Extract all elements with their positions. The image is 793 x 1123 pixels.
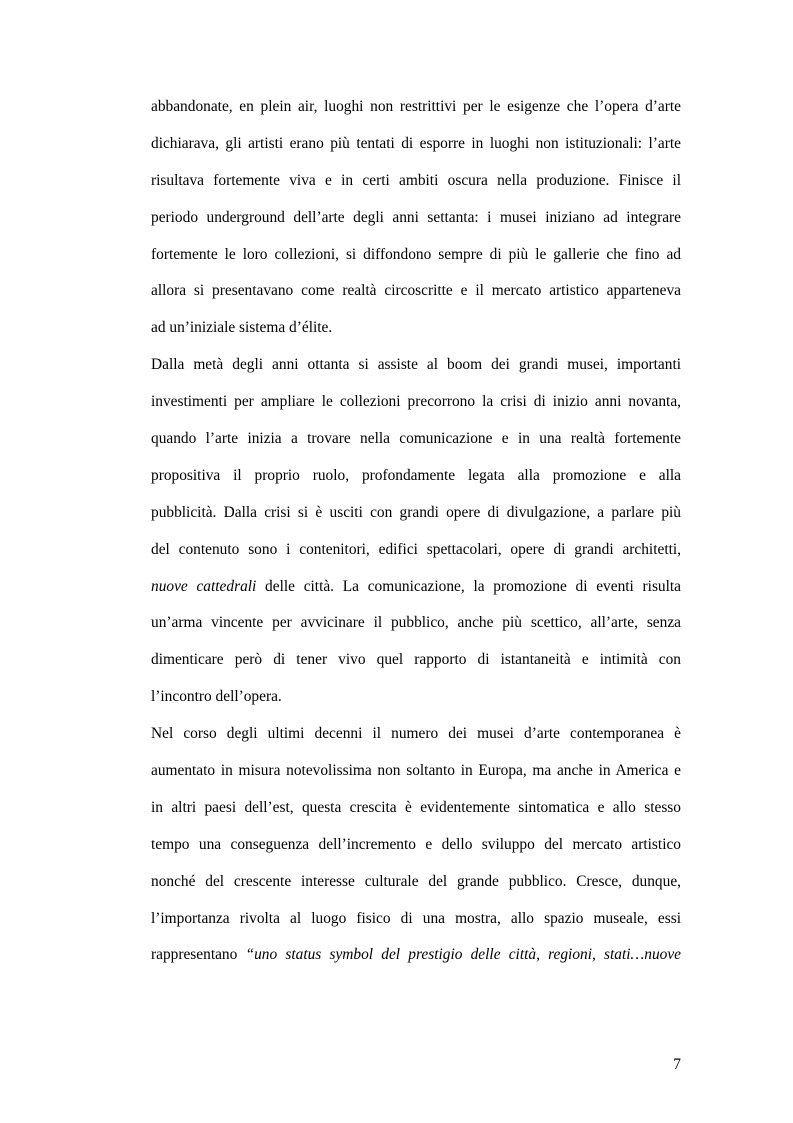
text-line xyxy=(151,569,681,606)
text-line: risultava fortemente viva e in certi ambiti oscura nella produzione. Finisce il xyxy=(151,171,681,189)
text-line: fortemente le loro collezioni, si diffondono sempre di più le gallerie che fino ad xyxy=(151,245,681,263)
italic-phrase: nuove cattedrali xyxy=(151,577,257,595)
text-line: abbandonate, en plein air, luoghi non restrittivi per le esigenze che l’opera d’arte xyxy=(151,98,681,115)
text-line: investimenti per ampliare le collezioni precorrono la crisi di inizio anni novanta, xyxy=(151,393,681,411)
page-number: 7 xyxy=(673,1056,681,1073)
text-line: aumentato in misura notevolissima non soltanto in Europa, ma anche in America e xyxy=(151,762,681,780)
italic-quote: “uno status symbol del prestigio delle città, regioni, stati…nuove xyxy=(245,946,681,964)
text-run: delle città. La comunicazione, la promozione di eventi risulta xyxy=(256,577,682,595)
text-line: Dalla metà degli anni ottanta si assiste al boom dei grandi musei, importanti xyxy=(151,356,681,374)
body-text xyxy=(151,89,681,974)
text-line: Nel corso degli ultimi decenni il numero dei musei d’arte contemporanea è xyxy=(151,725,681,743)
text-line: pubblicità. Dalla crisi si è usciti con grandi opere di divulgazione, a parlare più xyxy=(151,503,681,521)
text-line: in altri paesi dell’est, questa crescita è evidentemente sintomatica e allo stesso xyxy=(151,798,681,816)
text-line: tempo una conseguenza dell’incremento e dello sviluppo del mercato artistico xyxy=(151,835,681,853)
text-line: del contenuto sono i contenitori, edifici spettacolari, opere di grandi architetti, xyxy=(151,540,681,558)
text-line: allora si presentavano come realtà circoscritte e il mercato artistico apparteneva xyxy=(151,282,681,300)
text-line: quando l’arte inizia a trovare nella comunicazione e in una realtà fortemente xyxy=(151,430,681,448)
text-run: rappresentano xyxy=(151,946,246,964)
text-line: dimenticare però di tener vivo quel rapporto di istantaneità e intimità con xyxy=(151,651,681,669)
text-line: propositiva il proprio ruolo, profondamente legata alla promozione e alla xyxy=(151,466,681,484)
text-line: l’importanza rivolta al luogo fisico di una mostra, allo spazio museale, essi xyxy=(151,909,681,927)
text-line xyxy=(151,937,681,974)
text-line: un’arma vincente per avvicinare il pubblico, anche più scettico, all’arte, senza xyxy=(151,614,681,632)
text-line: dichiarava, gli artisti erano più tentati di esporre in luoghi non istituzionali: l’arte xyxy=(151,134,681,152)
text-line: periodo underground dell’arte degli anni settanta: i musei iniziano ad integrare xyxy=(151,208,681,226)
text-line: nonché del crescente interesse culturale del grande pubblico. Cresce, dunque, xyxy=(151,872,681,890)
text-line: l’incontro dell’opera. xyxy=(151,688,282,706)
text-line: ad un’iniziale sistema d’élite. xyxy=(151,319,333,337)
